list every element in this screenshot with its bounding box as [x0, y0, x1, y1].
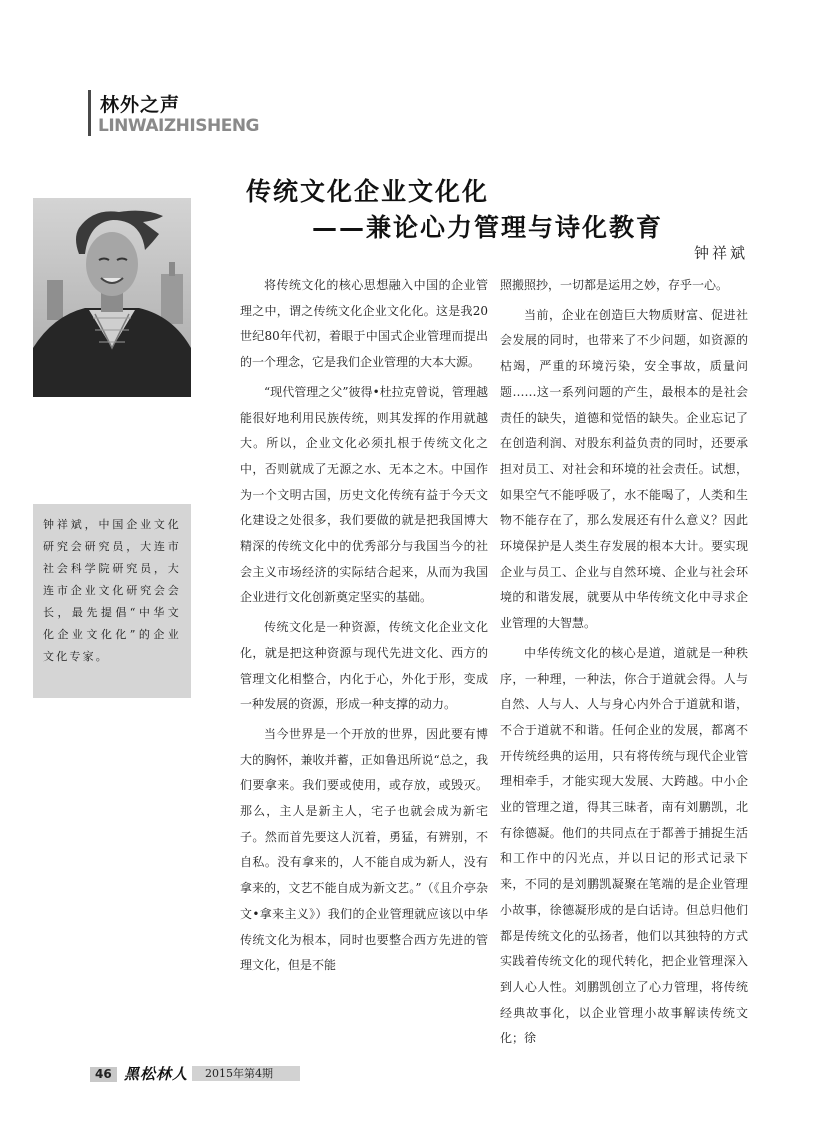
paragraph: 当今世界是一个开放的世界，因此要有博大的胸怀，兼收并蓄，正如鲁迅所说“总之，我们要拿来。我们要或使用，或存放，或毁灭。那么，主人是新主人，宅子也就会成为新宅子。然而首先要这人沉着，勇猛，有辨别，不自私。没有拿来的，人不能自成为新人，没有拿来的，文艺不能自成为新文艺。”（《且介亭杂文•拿来主义》）我们的企业管理就应该以中华传统文化为根本，同时也要整合西方先进的管理文化，但是不能: [240, 726, 488, 973]
body-column-right: [500, 273, 748, 1056]
section-divider-bar: [88, 90, 91, 136]
author-photo: [33, 198, 191, 397]
page-number: 46: [90, 1067, 117, 1082]
issue-label: 2015年第4期: [205, 1067, 273, 1080]
article-subtitle: ——兼论心力管理与诗化教育: [312, 213, 664, 242]
section-title-pinyin: LINWAIZHISHENG: [98, 116, 259, 136]
paragraph-continued: 照搬照抄，一切都是运用之妙，存乎一心。: [500, 278, 729, 292]
paragraph: “现代管理之父”彼得•杜拉克曾说，管理越能很好地利用民族传统，则其发挥的作用就越大。所以，企业文化必须扎根于传统文化之中，否则就成了无源之水、无本之木。中国作为一个文明古国，历史文化传统有益于今天文化建设之处很多，我们要做的就是把我国博大精深的传统文化中的优秀部分与我国当今的社会主义市场经济的实际结合起来，从而为我国企业进行文化创新奠定坚实的基础。: [240, 384, 488, 605]
author-portrait-image: [33, 198, 191, 397]
body-column-left: [240, 273, 488, 983]
section-title: 林外之声: [100, 94, 181, 116]
paragraph: 传统文化是一种资源，传统文化企业文化化，就是把这种资源与现代先进文化、西方的管理文化相整合，内化于心，外化于形，变成一种发展的资源，形成一种支撑的动力。: [240, 620, 488, 712]
magazine-name: 黑松林人: [124, 1065, 189, 1083]
article-title: 传统文化企业文化化: [246, 177, 490, 206]
author-bio: 钟祥斌，中国企业文化研究会研究员，大连市社会科学院研究员，大连市企业文化研究会会长，最先提倡“中华文化企业文化化”的企业文化专家。: [33, 504, 191, 698]
paragraph: 中华传统文化的核心是道，道就是一种秩序，一种理，一种法，你合于道就会得。人与自然、人与人、人与身心内外合于道就和谐，不合于道就不和谐。任何企业的发展，都离不开传统经典的运用，只有将传统与现代企业管理相牵手，才能实现大发展、大跨越。中小企业的管理之道，得其三昧者，南有刘鹏凯，北有徐德凝。他们的共同点在于都善于捕捉生活和工作中的闪光点，并以日记的形式记录下来，不同的是刘鹏凯凝聚在笔端的是企业管理小故事，徐德凝形成的是白话诗。但总归他们都是传统文化的弘扬者，他们以其独特的方式实践着传统文化的现代转化，把企业管理深入到人心人性。刘鹏凯创立了心力管理，将传统经典故事化，以企业管理小故事解读传统文化；徐: [500, 645, 748, 1046]
paragraph: 将传统文化的核心思想融入中国的企业管理之中，谓之传统文化企业文化化。这是我20世纪80年代初，着眼于中国式企业管理而提出的一个理念，它是我们企业管理的大本大源。: [240, 278, 488, 370]
paragraph: 当前，企业在创造巨大物质财富、促进社会发展的同时，也带来了不少问题，如资源的枯竭，严重的环境污染，安全事故，质量问题……这一系列问题的产生，最根本的是社会责任的缺失，道德和觉悟的缺失。企业忘记了在创造利润、对股东利益负责的同时，还要承担对员工、对社会和环境的社会责任。试想，如果空气不能呼吸了，水不能喝了，人类和生物不能存在了，那么发展还有什么意义？因此环境保护是人类生存发展的根本大计。要实现企业与员工、企业与自然环境、企业与社会环境的和谐发展，就要从中华传统文化中寻求企业管理的大智慧。: [500, 307, 748, 631]
article-author: 钟祥斌: [694, 244, 749, 262]
